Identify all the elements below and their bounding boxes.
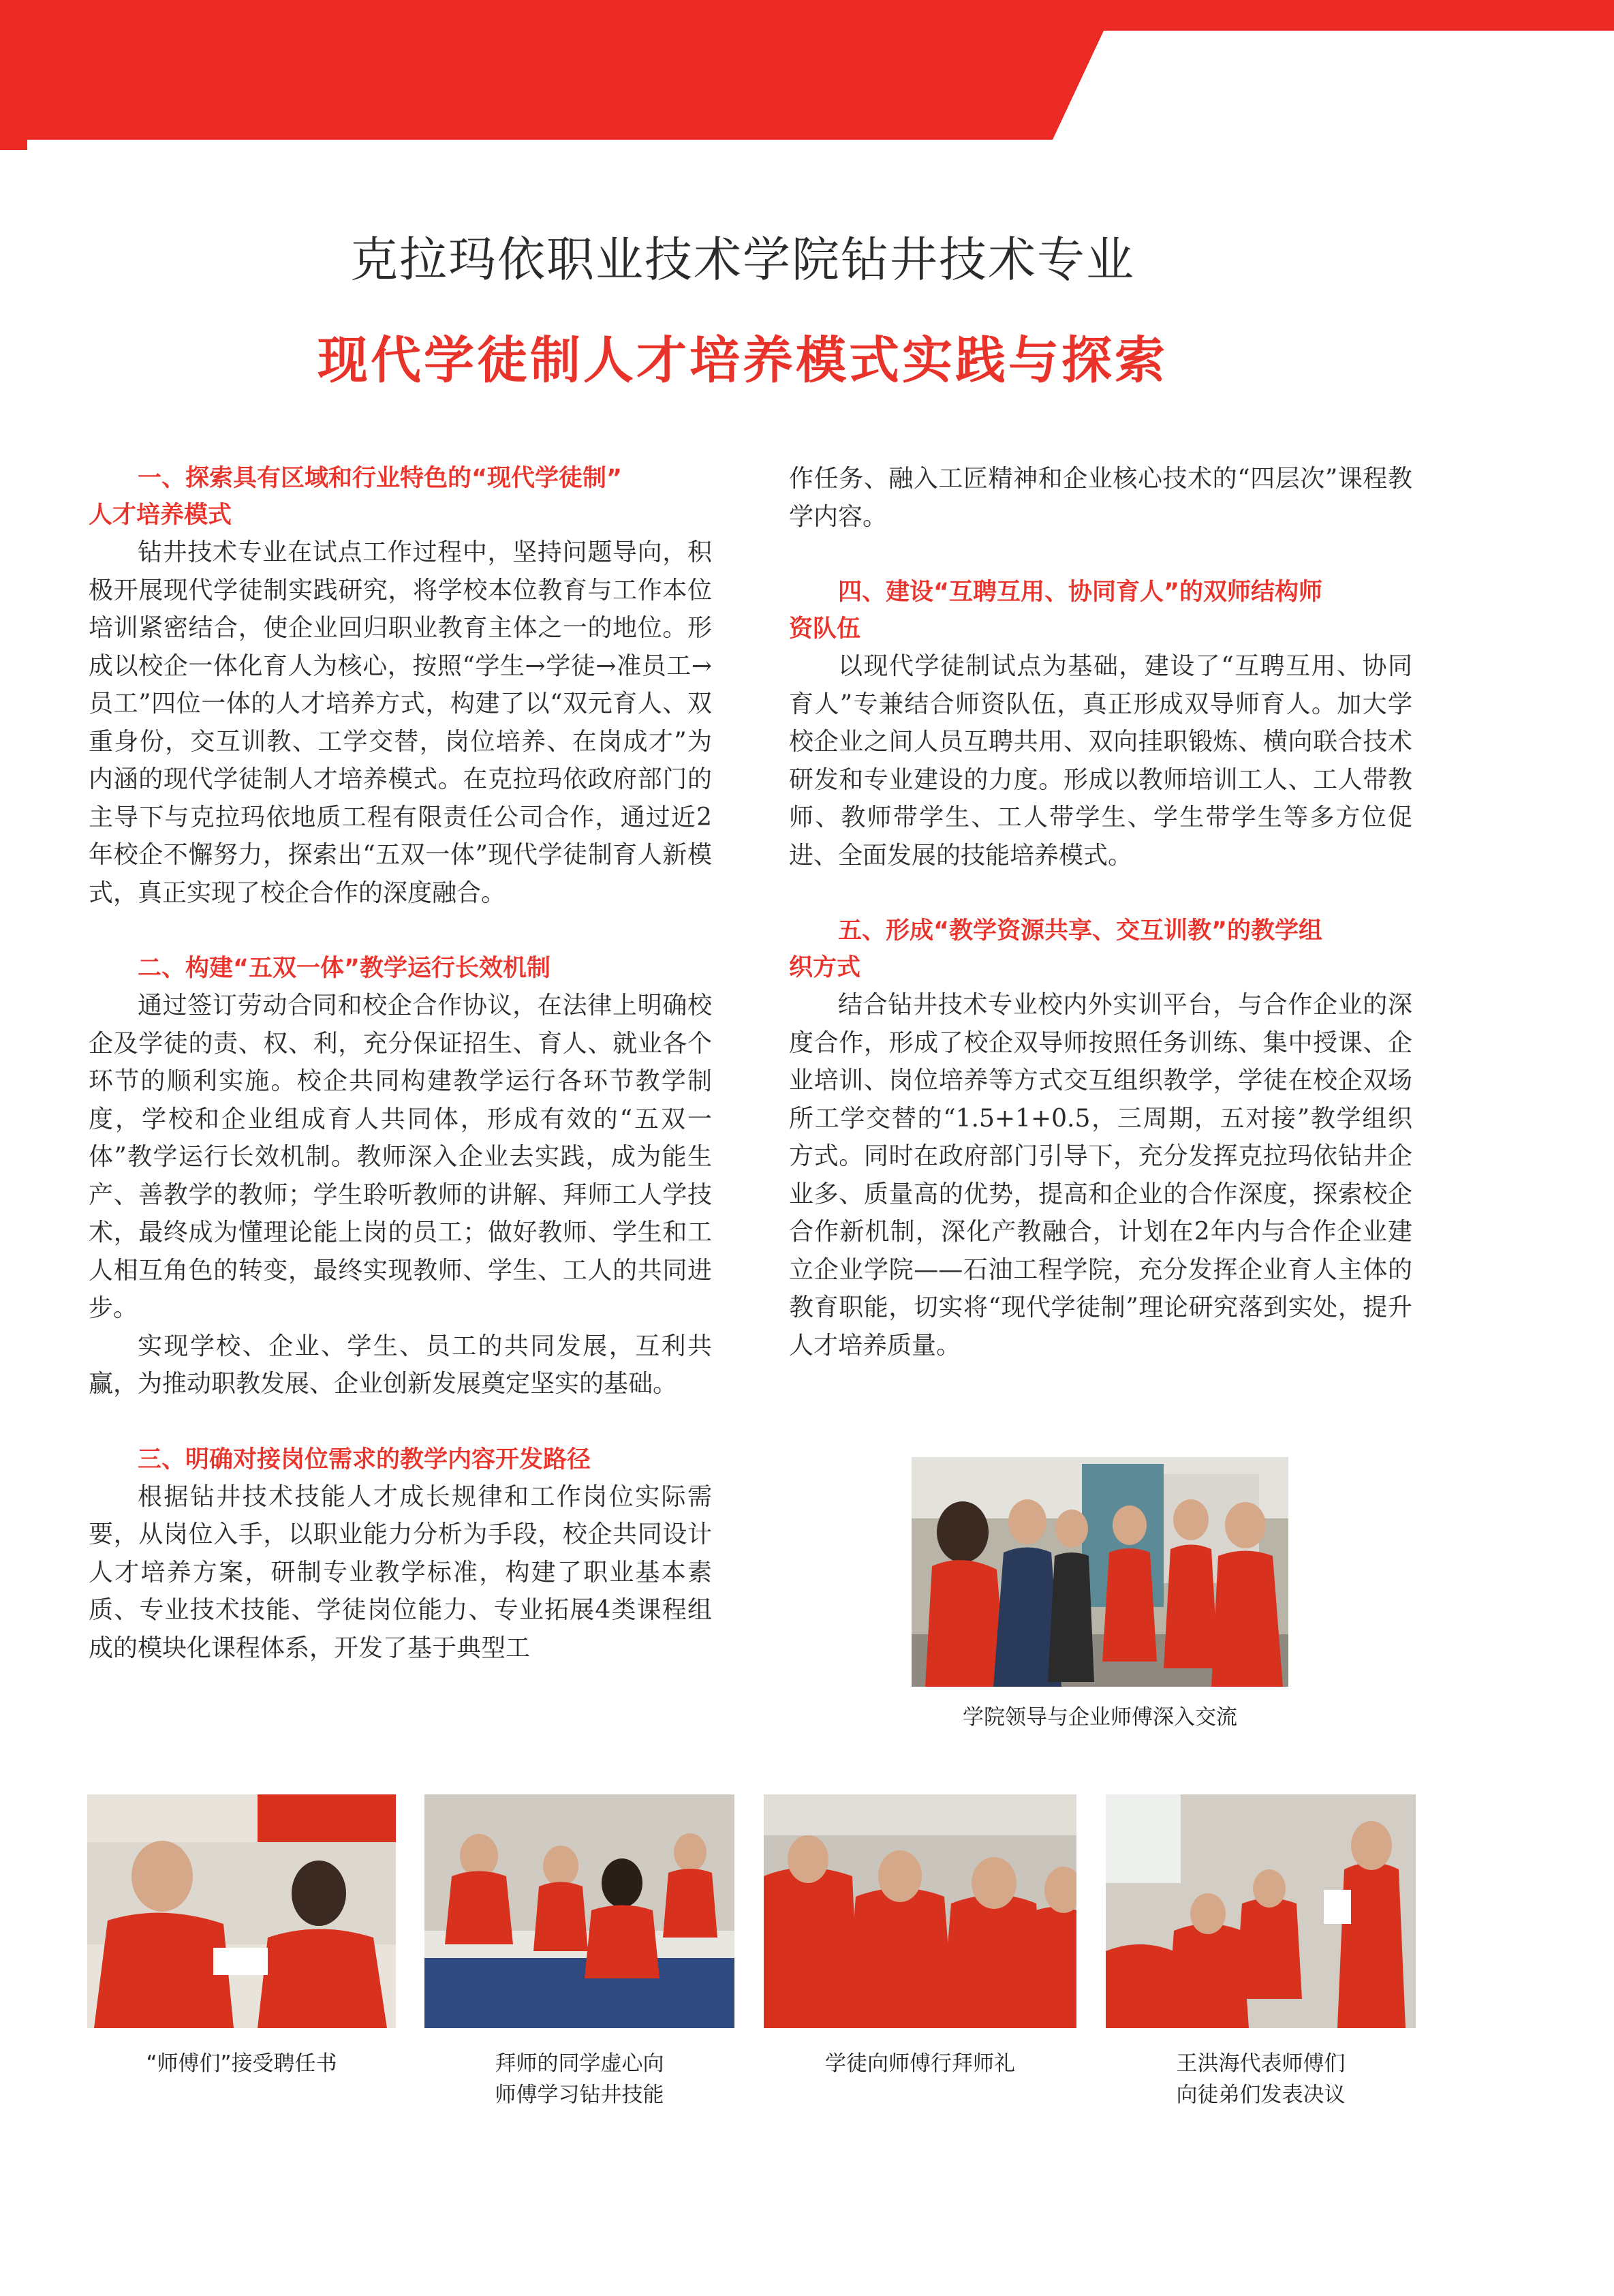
section-5-paragraph: 结合钻井技术专业校内外实训平台，与合作企业的深度合作，形成了校企双导师按照任务训练、集中授课、企业培训、岗位培养等方式交互组织教学，学徒在校企双场所工学交替的“1.5+1+0.5，三周期，五对接”教学组织方式。同时在政府部门引导下，充分发挥克拉玛依钻井企业多、质量高的优势，提高和企业的合作深度，探索校企合作新机制，深化产教融合，计划在2年内与合作企业建立企业学院——石油工程学院，充分发挥企业育人主体的教育职能，切实将“现代学徒制”理论研究落到实处，提升人才培养质量。 (789, 991, 1412, 1360)
title-line-2: 现代学徒制人才培养模式实践与探索 (317, 331, 1168, 390)
caption-photo-4-line-1: 王洪海代表师傅们 (1176, 2051, 1346, 2076)
caption-photo-2-line-2: 师傅学习钻井技能 (495, 2083, 664, 2107)
top-red-banner (0, 0, 1614, 150)
photo-wang-speech (1106, 1794, 1416, 2028)
section-3-paragraph: 根据钻井技术技能人才成长规律和工作岗位实际需要，从岗位入手，以职业能力分析为手段，校企共同设计人才培养方案，研制专业教学标准，构建了职业基本素质、专业技术技能、学徒岗位能力、专业拓展4类课程组成的模块化课程体系，开发了基于典型工 (89, 1482, 712, 1662)
section-4-paragraph: 以现代学徒制试点为基础，建设了“互聘互用、协同育人”专兼结合师资队伍，真正形成双导师育人。加大学校企业之间人员互聘共用、双向挂职锻炼、横向联合技术研发和专业建设的力度。形成以教师培训工人、工人带教师、教师带学生、工人带学生、学生带学生等多方位促进、全面发展的技能培养模式。 (789, 652, 1412, 870)
section-4-heading-a: 四、建设“互聘互用、协同育人”的双师结构师 (838, 579, 1323, 606)
section-1-heading-a: 一、探索具有区域和行业特色的“现代学徒制” (138, 465, 623, 492)
section-2-heading: 二、构建“五双一体”教学运行长效机制 (138, 955, 551, 982)
section-5-heading-b: 织方式 (789, 954, 861, 981)
photo-leaders-exchange (912, 1457, 1288, 1687)
caption-photo-2-line-1: 拜师的同学虚心向 (495, 2051, 664, 2076)
photo-apprentice-ceremony (764, 1794, 1076, 2028)
left-column (89, 460, 712, 1667)
caption-photo-4-line-2: 向徒弟们发表决议 (1176, 2083, 1346, 2107)
section-1-paragraph: 钻井技术专业在试点工作过程中，坚持问题导向，积极开展现代学徒制实践研究，将学校本位教育与工作本位培训紧密结合，使企业回归职业教育主体之一的地位。形成以校企一体化育人为核心，按照“学生→学徒→准员工→员工”四位一体的人才培养方式，构建了以“双元育人、双重身份，交互训教、工学交替，岗位培养、在岗成才”为内涵的现代学徒制人才培养模式。在克拉玛依政府部门的主导下与克拉玛依地质工程有限责任公司合作，通过近2年校企不懈努力，探索出“五双一体”现代学徒制育人新模式，真正实现了校企合作的深度融合。 (89, 538, 712, 907)
section-2-paragraph-1: 通过签订劳动合同和校企合作协议，在法律上明确校企及学徒的责、权、利，充分保证招生、育人、就业各个环节的顺利实施。校企共同构建教学运行各环节教学制度，学校和企业组成育人共同体，形成有效的“五双一体”教学运行长效机制。教师深入企业去实践，成为能生产、善教学的教师；学生聆听教师的讲解、拜师工人学技术，最终成为懂理论能上岗的员工；做好教师、学生和工人相互角色的转变，最终实现教师、学生、工人的共同进步。 (89, 992, 712, 1322)
title-line-1: 克拉玛依职业技术学院钻井技术专业 (350, 232, 1135, 288)
section-3-heading: 三、明确对接岗位需求的教学内容开发路径 (138, 1445, 591, 1473)
caption-main-photo: 学院领导与企业师傅深入交流 (963, 1705, 1237, 1730)
right-column (789, 460, 1412, 1364)
photo-masters-appointment (87, 1794, 396, 2028)
section-1-heading-b: 人才培养模式 (89, 502, 232, 529)
caption-photo-1: “师傅们”接受聘任书 (146, 2051, 337, 2076)
section-3-paragraph-continued: 作任务、融入工匠精神和企业核心技术的“四层次”课程教学内容。 (789, 465, 1412, 531)
caption-photo-3: 学徒向师傅行拜师礼 (825, 2051, 1015, 2076)
section-2-paragraph-2: 实现学校、企业、学生、员工的共同发展，互利共赢，为推动职教发展、企业创新发展奠定坚实的基础。 (89, 1332, 712, 1398)
section-4-heading-b: 资队伍 (789, 615, 861, 643)
section-5-heading-a: 五、形成“教学资源共享、交互训教”的教学组 (838, 917, 1323, 945)
photo-students-learning (424, 1794, 734, 2028)
